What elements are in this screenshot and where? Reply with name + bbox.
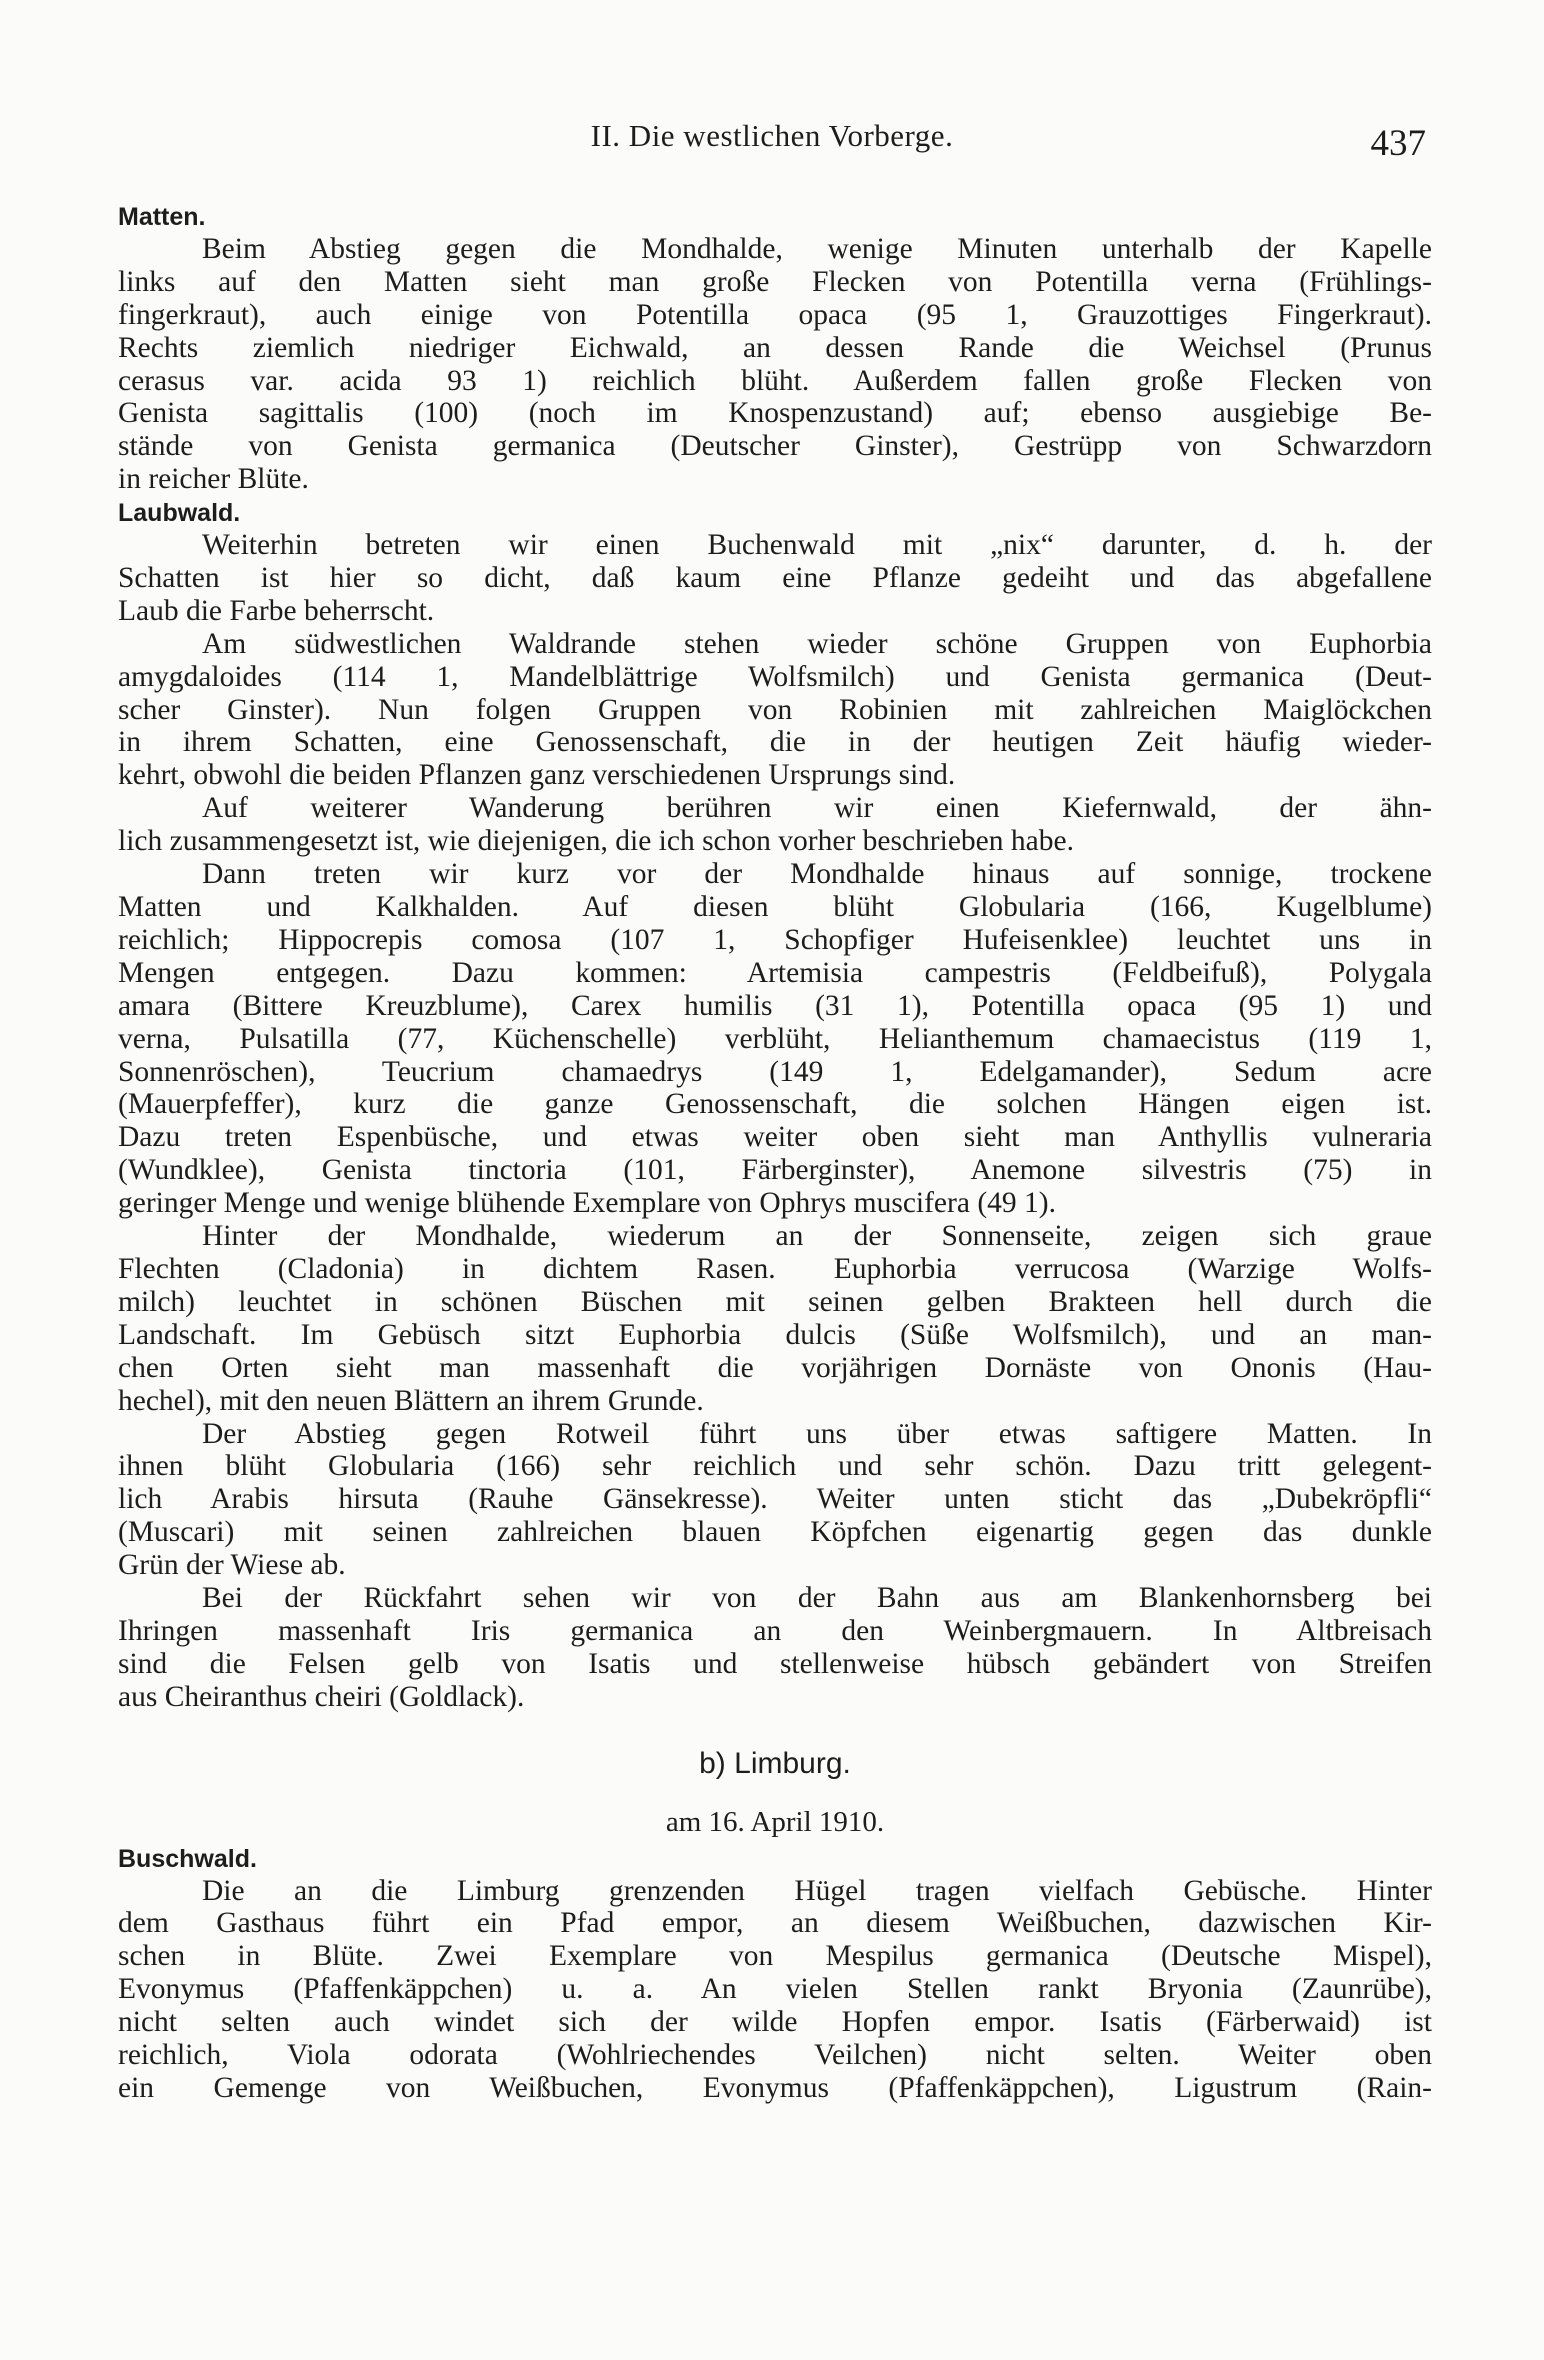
text-line: reichlich, Viola odorata (Wohlriechendes Veilchen) nicht selten. Weiter oben [118, 2039, 1432, 2072]
text-line: in reicher Blüte. [118, 463, 309, 496]
paragraph [118, 1220, 1432, 1417]
paragraph [118, 233, 1432, 496]
body-text [118, 200, 1432, 2105]
text-line: Der Abstieg gegen Rotweil führt uns über etwas saftigere Matten. In [202, 1417, 1432, 1450]
text-line: amygdaloides (114 1, Mandelblättrige Wolfsmilch) und Genista germanica (Deut- [118, 660, 1432, 693]
text-line: Beim Abstieg gegen die Mondhalde, wenige Minuten unterhalb der Kapelle [202, 232, 1432, 265]
section-heading-matten: Matten. [118, 203, 206, 231]
text-line: fingerkraut), auch einige von Potentilla opaca (95 1, Grauzottiges Fingerkraut). [118, 298, 1432, 331]
text-line: Sonnenröschen), Teucrium chamaedrys (149 1, Edelgamander), Sedum acre [118, 1055, 1432, 1088]
text-line: in ihrem Schatten, eine Genossenschaft, die in der heutigen Zeit häufig wieder- [118, 726, 1432, 759]
text-line: Grün der Wiese ab. [118, 1549, 346, 1582]
text-line: nicht selten auch windet sich der wilde Hopfen empor. Isatis (Färberwaid) ist [118, 2006, 1432, 2039]
subsection-date: am 16. April 1910. [665, 1805, 885, 1838]
text-line: links auf den Matten sieht man große Flecken von Potentilla verna (Frühlings- [118, 265, 1432, 298]
page-number: 437 [1370, 123, 1426, 164]
text-line: Flechten (Cladonia) in dichtem Rasen. Euphorbia verrucosa (Warzige Wolfs- [118, 1252, 1432, 1285]
text-line: stände von Genista germanica (Deutscher Ginster), Gestrüpp von Schwarzdorn [118, 430, 1432, 463]
paragraph [118, 1418, 1432, 1583]
text-line: Laub die Farbe beherrscht. [118, 594, 435, 627]
text-line: Bei der Rückfahrt sehen wir von der Bahn aus am Blankenhornsberg bei [202, 1582, 1432, 1615]
subsection-title: b) Limburg. [699, 1746, 851, 1780]
text-line: (Mauerpfeffer), kurz die ganze Genossenschaft, die solchen Hängen eigen ist. [118, 1088, 1432, 1121]
text-line: Dann treten wir kurz vor der Mondhalde hinaus auf sonnige, trockene [202, 858, 1432, 891]
text-line: Evonymus (Pfaffenkäppchen) u. a. An vielen Stellen rankt Bryonia (Zaunrübe), [118, 1973, 1432, 2006]
text-line: Dazu treten Espenbüsche, und etwas weiter oben sieht man Anthyllis vulneraria [118, 1121, 1432, 1154]
text-line: Ihringen massenhaft Iris germanica an den Weinbergmauern. In Altbreisach [118, 1614, 1432, 1647]
text-line: chen Orten sieht man massenhaft die vorjährigen Dornäste von Ononis (Hau- [118, 1351, 1432, 1384]
paragraph [118, 1582, 1432, 1714]
text-line: cerasus var. acida 93 1) reichlich blüht. Außerdem fallen große Flecken von [118, 364, 1432, 397]
text-line: Landschaft. Im Gebüsch sitzt Euphorbia dulcis (Süße Wolfsmilch), und an man- [118, 1318, 1432, 1351]
text-line: Hinter der Mondhalde, wiederum an der Sonnenseite, zeigen sich graue [202, 1220, 1432, 1253]
text-line: lich Arabis hirsuta (Rauhe Gänsekresse). Weiter unten sticht das „Dubekröpfli“ [118, 1483, 1432, 1516]
text-line: Weiterhin betreten wir einen Buchenwald mit „nix“ darunter, d. h. der [202, 529, 1432, 562]
text-line: geringer Menge und wenige blühende Exemplare von Ophrys muscifera (49 1). [118, 1187, 1056, 1220]
text-line: (Wundklee), Genista tinctoria (101, Färberginster), Anemone silvestris (75) in [118, 1154, 1432, 1187]
text-line: ein Gemenge von Weißbuchen, Evonymus (Pfaffenkäppchen), Ligustrum (Rain- [118, 2071, 1432, 2104]
text-line: Auf weiterer Wanderung berühren wir einen Kiefernwald, der ähn- [202, 792, 1432, 825]
paragraph [118, 529, 1432, 628]
text-line: schen in Blüte. Zwei Exemplare von Mespilus germanica (Deutsche Mispel), [118, 1940, 1432, 1973]
text-line: Matten und Kalkhalden. Auf diesen blüht Globularia (166, Kugelblume) [118, 891, 1432, 923]
text-line: verna, Pulsatilla (77, Küchenschelle) verblüht, Helianthemum chamaecistus (119 1, [118, 1022, 1432, 1055]
text-line: (Muscari) mit seinen zahlreichen blauen Köpfchen eigenartig gegen das dunkle [118, 1516, 1432, 1549]
text-line: Am südwestlichen Waldrande stehen wieder schöne Gruppen von Euphorbia [202, 627, 1432, 660]
text-line: Genista sagittalis (100) (noch im Knospenzustand) auf; ebenso ausgiebige Be- [118, 397, 1432, 430]
paragraph [118, 1875, 1432, 2105]
text-line: Mengen entgegen. Dazu kommen: Artemisia campestris (Feldbeifuß), Polygala [118, 956, 1432, 989]
text-line: lich zusammengesetzt ist, wie diejenigen, die ich schon vorher beschrieben habe. [118, 825, 1074, 858]
text-line: hechel), mit den neuen Blättern an ihrem Grunde. [118, 1384, 704, 1417]
running-head: II. Die westlichen Vorberge. [590, 118, 954, 153]
text-line: Die an die Limburg grenzenden Hügel tragen vielfach Gebüsche. Hinter [202, 1874, 1432, 1907]
section-heading-buschwald: Buschwald. [118, 1844, 257, 1873]
text-line: aus Cheiranthus cheiri (Goldlack). [118, 1680, 525, 1713]
paragraph [118, 858, 1432, 1220]
text-line: milch) leuchtet in schönen Büschen mit seinen gelben Brakteen hell durch die [118, 1285, 1432, 1318]
text-line: sind die Felsen gelb von Isatis und stellenweise hübsch gebändert von Streifen [118, 1647, 1432, 1680]
text-line: dem Gasthaus führt ein Pfad empor, an diesem Weißbuchen, dazwischen Kir- [118, 1907, 1432, 1940]
text-line: amara (Bittere Kreuzblume), Carex humilis (31 1), Potentilla opaca (95 1) und [118, 989, 1432, 1022]
text-line: kehrt, obwohl die beiden Pflanzen ganz verschiedenen Ursprungs sind. [118, 759, 956, 792]
section-heading-laubwald: Laubwald. [118, 499, 241, 528]
text-line: scher Ginster). Nun folgen Gruppen von Robinien mit zahlreichen Maiglöckchen [118, 693, 1432, 726]
paragraph [118, 792, 1432, 858]
text-line: ihnen blüht Globularia (166) sehr reichlich und sehr schön. Dazu tritt gelegent- [118, 1450, 1432, 1483]
text-line: Rechts ziemlich niedriger Eichwald, an dessen Rande die Weichsel (Prunus [118, 331, 1432, 364]
paragraph [118, 628, 1432, 793]
text-line: reichlich; Hippocrepis comosa (107 1, Schopfiger Hufeisenklee) leuchtet uns in [118, 923, 1432, 956]
text-line: Schatten ist hier so dicht, daß kaum eine Pflanze gedeiht und das abgefallene [118, 561, 1432, 594]
